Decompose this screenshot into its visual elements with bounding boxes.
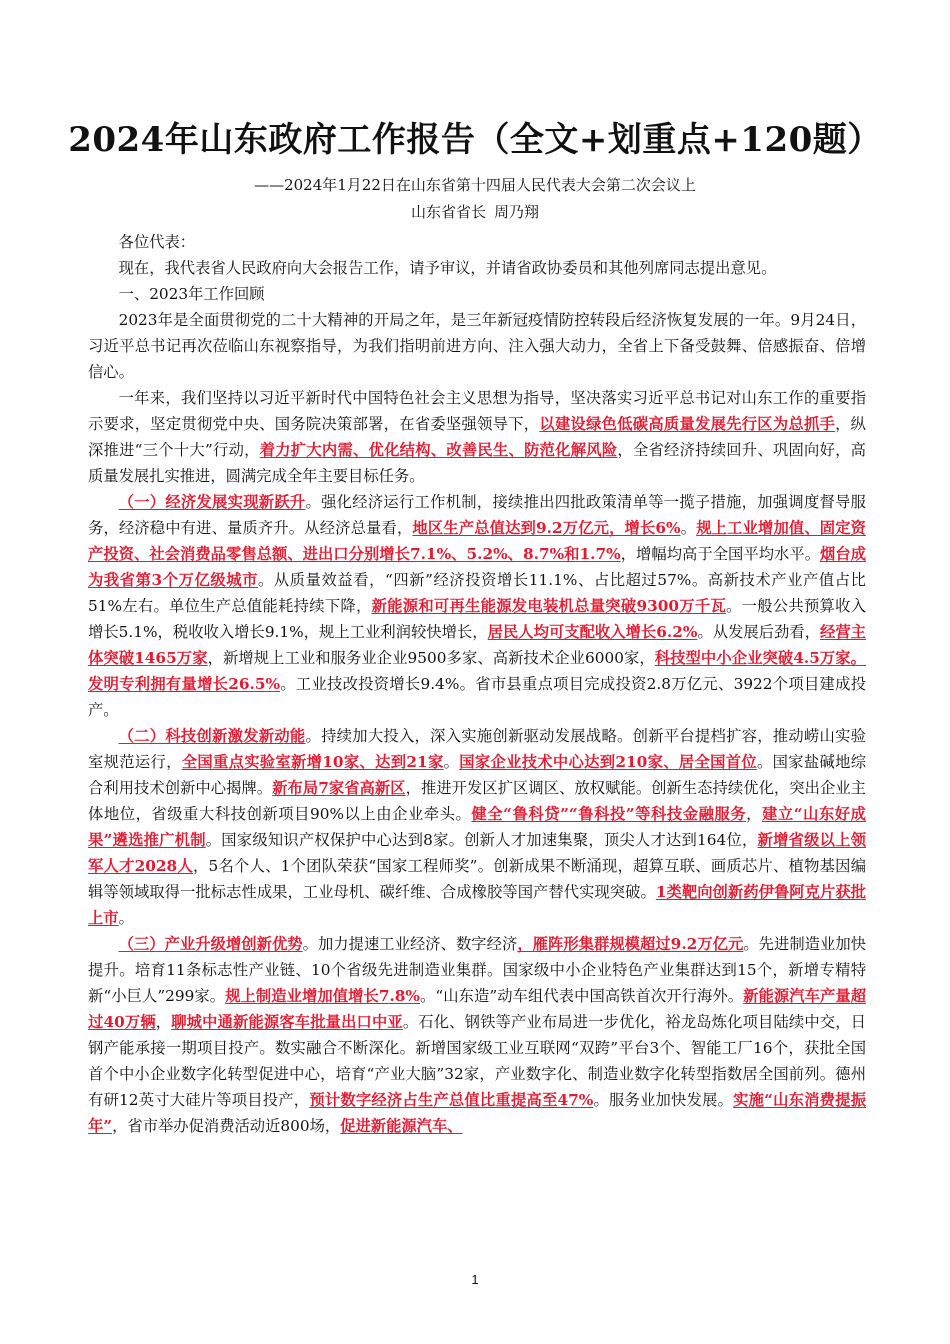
highlighted-text: 规上制造业增加值增长7.8% <box>225 987 420 1005</box>
highlighted-text: （三）产业升级增创新优势 <box>118 935 303 953</box>
author-name: 周乃翔 <box>494 203 540 221</box>
paragraph-text: 。国家盐碱地综合利用技术创新中心揭牌。 <box>88 753 866 797</box>
paragraph-text: ，5名个人、1个团队荣获“国家工程师奖”。创新成果不断涌现，超算互联、画质芯片、植物基因编辑等领域取得一批标志性成果，工业母机、碳纤维、合成橡胶等国产替代实现突破。 <box>88 857 866 901</box>
paragraph-text: ，省市举办促消费活动近800场， <box>112 1117 341 1135</box>
paragraph-text: 。加力提速工业经济、数字经济 <box>302 935 518 953</box>
paragraph-text: 2023年是全面贯彻党的二十大精神的开局之年，是三年新冠疫情防控转段后经济恢复发展的一年。9月24日，习近平总书记再次莅临山东视察指导，为我们指明前进方向、注入强大动力，全省上下备受鼓舞、倍感振奋、倍增信心。 <box>88 311 866 381</box>
paragraph <box>88 229 866 255</box>
paragraph-text: 。从发展后劲看， <box>697 623 821 641</box>
paragraph-text: 。“山东造”动车组代表中国高铁首次开行海外。 <box>419 987 744 1005</box>
paragraph <box>88 281 866 307</box>
paragraph-text: 。国家级知识产权保护中心达到8家。创新人才加速集聚，顶尖人才达到164位， <box>205 831 758 849</box>
paragraph <box>88 723 866 931</box>
highlighted-text: 新能源和可再生能源发电装机总量突破9300万千瓦 <box>371 597 727 615</box>
paragraph-text: 。一般公共预算收入增长5.1%，税收收入增长9.1%，规上工业利润较快增长， <box>88 597 866 641</box>
highlighted-text: ，雁阵形集群规模超过9.2万亿元 <box>517 935 744 953</box>
highlighted-text: 规上工业增加值、固定资产投资、社会消费品零售总额、进出口分别增长7.1%、5.2%、8.7%和1.7% <box>88 519 866 563</box>
highlighted-text: 促进新能源汽车、 <box>340 1117 463 1135</box>
highlighted-text: 着力扩大内需、优化结构、改善民生、防范化解风险 <box>259 441 618 459</box>
highlighted-text: （一）经济发展实现新跃升 <box>118 493 306 511</box>
highlighted-text: 聊城中通新能源客车批量出口中亚 <box>171 1013 403 1031</box>
paragraph-text: 。 <box>443 753 460 771</box>
paragraph-text: ，全省经济持续回升、巩固向好，高质量发展扎实推进，圆满完成全年主要目标任务。 <box>88 441 866 485</box>
paragraph <box>88 385 866 489</box>
paragraph-text: 一年来，我们坚持以习近平新时代中国特色社会主义思想为指导，坚决落实习近平总书记对山东工作的重要指示要求，坚定贯彻党中央、国务院决策部署，在省委坚强领导下， <box>88 389 866 433</box>
paragraph-text: 。服务业加快发展。 <box>593 1091 734 1109</box>
highlighted-text: 健全“鲁科贷”“鲁科投”等科技金融服务 <box>471 805 747 823</box>
highlighted-text: 新能源汽车产量超过40万辆 <box>88 987 866 1031</box>
paragraph-text: 现在，我代表省人民政府向大会报告工作，请予审议，并请省政协委员和其他列席同志提出意见。 <box>118 259 777 277</box>
highlighted-text: 烟台成为我省第3个万亿级城市 <box>88 545 866 589</box>
paragraph-text: 各位代表： <box>118 233 196 251</box>
highlighted-text: 预计数字经济占生产总值比重提高至47% <box>309 1091 594 1109</box>
paragraph <box>88 489 866 723</box>
paragraph-text: 。强化经济运行工作机制，接续推出四批政策清单等一揽子措施，加强调度督导服务，经济稳中有进、量质齐升。从经济总量看， <box>88 493 866 537</box>
paragraph-text: 一、2023年工作回顾 <box>118 285 265 303</box>
author-position: 山东省省长 <box>410 203 486 221</box>
paragraph-text: 。工业技改投资增长9.4%。省市县重点项目完成投资2.8万亿元、3922个项目建成投产。 <box>88 675 867 719</box>
paragraph-text: 。石化、钢铁等产业布局进一步优化，裕龙岛炼化项目陆续中交，日钢产能承接一期项目投产。数实融合不断深化。新增国家级工业互联网“双跨”平台3个、智能工厂16个，获批全国首个中小企业数字化转型促进中心，培育“产业大脑”32家，产业数字化、制造业数字化转型指数居全国前列。德州有研12英寸大硅片等项目投产， <box>88 1013 866 1109</box>
highlighted-text: 全国重点实验室新增10家、达到21家 <box>181 753 444 771</box>
highlighted-text: （二）科技创新激发新动能 <box>118 727 306 745</box>
report-author <box>60 201 890 223</box>
highlighted-text: 新增省级以上领军人才2028人 <box>88 831 866 875</box>
paragraph <box>88 307 866 385</box>
highlighted-text: 实施“山东消费提振年” <box>88 1091 866 1135</box>
paragraph <box>88 931 866 1139</box>
paragraph-text: ， <box>155 1013 172 1031</box>
highlighted-text: 居民人均可支配收入增长6.2% <box>487 623 698 641</box>
paragraph-text: ，推进开发区扩区调区、放权赋能。创新生态持续优化，突出企业主体地位，省级重大科技创新项目90%以上由企业牵头。 <box>88 779 866 823</box>
paragraph-text: 。 <box>118 909 134 927</box>
highlighted-text: 科技型中小企业突破4.5万家。发明专利拥有量增长26.5% <box>88 649 866 693</box>
highlighted-text: 建立“山东好成果”遴选推广机制 <box>88 805 866 849</box>
paragraph <box>88 255 866 281</box>
report-title: 2024年山东政府工作报告（全文+划重点+120题） <box>68 120 882 160</box>
highlighted-text: 1类靶向创新药伊鲁阿克片获批上市 <box>88 883 866 927</box>
highlighted-text: 国家企业技术中心达到210家、居全国首位 <box>459 753 757 771</box>
paragraph-text: ， <box>746 805 763 823</box>
report-subtitle: ——2024年1月22日在山东省第十四届人民代表大会第二次会议上 <box>254 176 696 194</box>
paragraph-text: 。先进制造业加快提升。培育11条标志性产业链、10个省级先进制造业集群。国家级中小企业特色产业集群达到15个，新增专精特新“小巨人”299家。 <box>88 935 866 1005</box>
paragraph-text: ，新增规上工业和服务业企业9500多家、高新技术企业6000家， <box>207 649 655 667</box>
highlighted-text: 地区生产总值达到9.2万亿元，增长6% <box>412 519 681 537</box>
paragraph-text: ，增幅均高于全国平均水平。 <box>620 545 821 563</box>
page-number: 1 <box>471 1272 479 1287</box>
paragraph-text: 。 <box>680 519 697 537</box>
report-body <box>88 229 866 1139</box>
paragraph-text: 。持续加大投入，深入实施创新驱动发展战略。创新平台提档扩容，推动崂山实验室规范运行， <box>88 727 866 771</box>
paragraph-text: 。从质量效益看，“四新”经济投资增长11.1%、占比超过57%。高新技术产业产值占比51%左右。单位生产总值能耗持续下降， <box>88 571 866 615</box>
highlighted-text: 新布局7家省高新区 <box>272 779 406 797</box>
highlighted-text: 以建设绿色低碳高质量发展先行区为总抓手 <box>539 415 836 433</box>
paragraph-text: ，纵深推进“三个十大”行动， <box>88 415 866 459</box>
highlighted-text: 经营主体突破1465万家 <box>88 623 866 667</box>
